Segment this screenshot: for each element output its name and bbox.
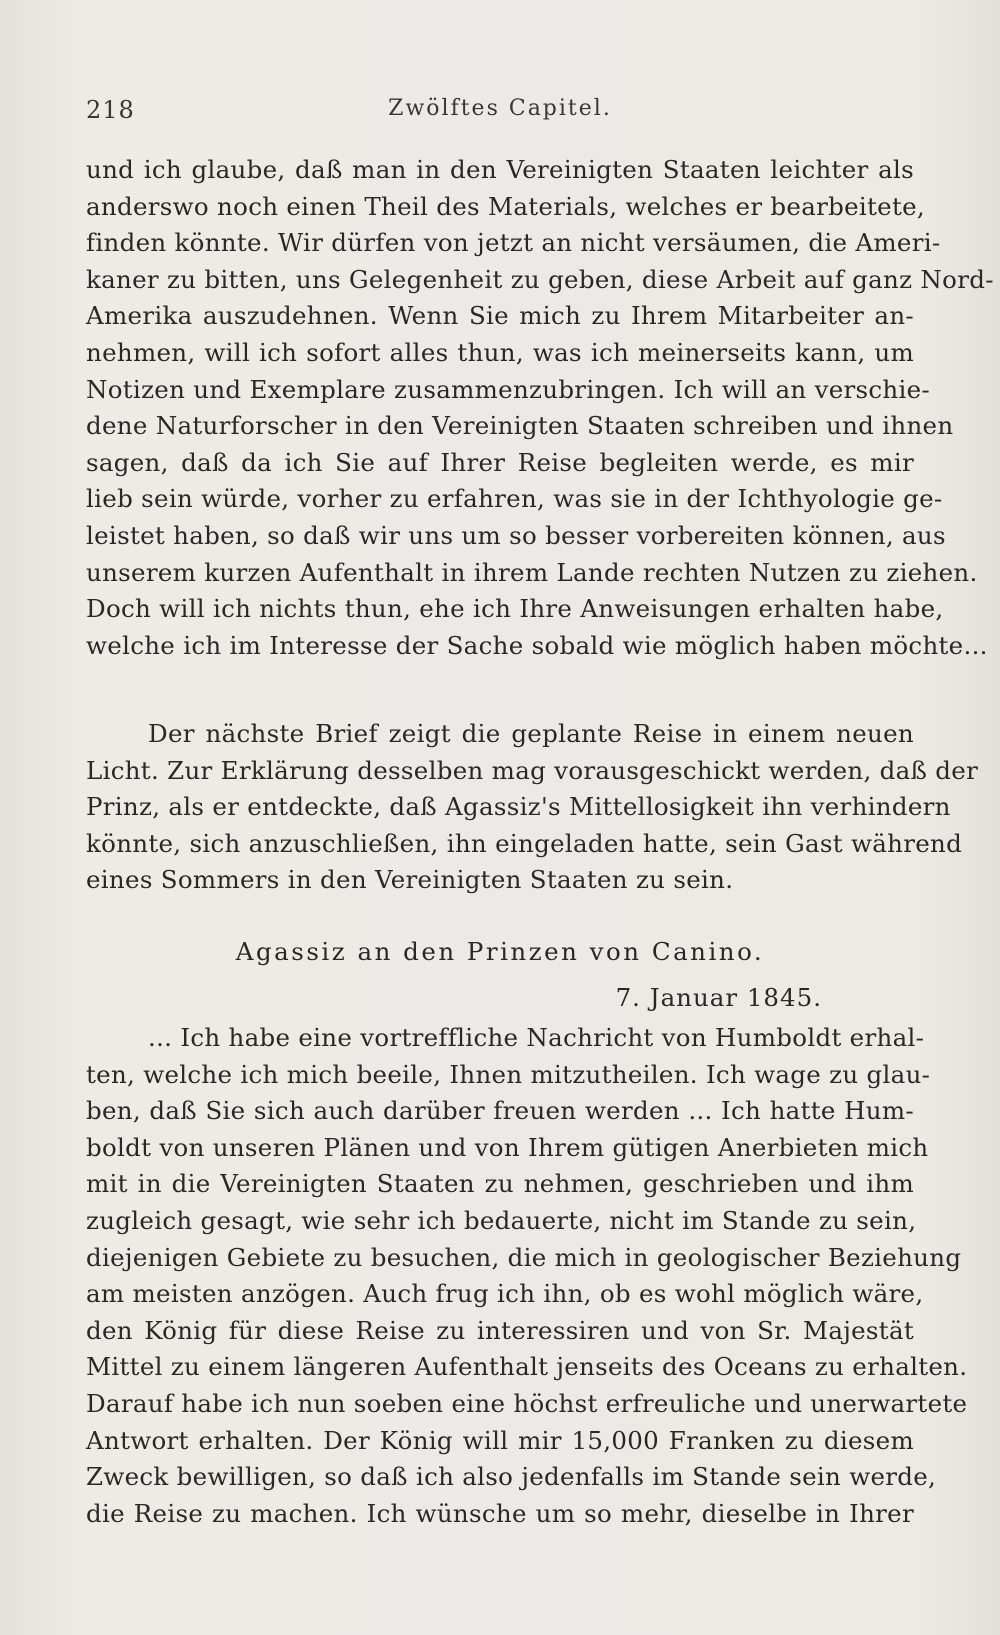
paragraph-line: nehmen, will ich sofort alles thun, was ich meinerseits kann, um bbox=[86, 337, 914, 367]
letter-line: boldt von unseren Plänen und von Ihrem gütigen Anerbieten mich bbox=[86, 1132, 929, 1162]
letter-line: Zweck bewilligen, so daß ich also jedenfalls im Stande sein werde, bbox=[86, 1462, 937, 1492]
letter-line: Mittel zu einem längeren Aufenthalt jenseits des Oceans zu erhalten. bbox=[86, 1352, 968, 1382]
paragraph-line: sagen, daß da ich Sie auf Ihrer Reise begleiten werde, es mir bbox=[86, 447, 914, 477]
letter-line: ... Ich habe eine vortreffliche Nachricht von Humboldt erhal- bbox=[148, 1023, 925, 1052]
paragraph-line: welche ich im Interesse der Sache sobald wie möglich haben möchte... bbox=[86, 630, 988, 660]
letter-date-block bbox=[86, 980, 914, 1016]
letter-line: am meisten anzögen. Auch frug ich ihn, ob es wohl möglich wäre, bbox=[86, 1279, 924, 1309]
paragraph-line: Licht. Zur Erklärung desselben mag vorausgeschickt werden, daß der bbox=[86, 755, 979, 785]
letter-heading: Agassiz an den Prinzen von Canino. bbox=[235, 937, 765, 966]
paragraph-line: anderswo noch einen Theil des Materials, welches er bearbeitete, bbox=[86, 191, 926, 221]
letter-date: 7. Januar 1845. bbox=[615, 983, 822, 1012]
running-head bbox=[86, 96, 914, 136]
letter-line: ben, daß Sie sich auch darüber freuen werden ... Ich hatte Hum- bbox=[86, 1096, 914, 1126]
paragraph-line: Der nächste Brief zeigt die geplante Reise in einem neuen bbox=[148, 719, 914, 748]
paragraph-line: eines Sommers in den Vereinigten Staaten zu sein. bbox=[86, 865, 734, 895]
letter-line: Darauf habe ich nun soeben eine höchst erfreuliche und unerwartete bbox=[86, 1388, 968, 1418]
paragraph-1 bbox=[86, 152, 994, 664]
page-number: 218 bbox=[86, 96, 135, 124]
paragraph-line: Notizen und Exemplare zusammenzubringen. Ich will an verschie- bbox=[86, 374, 931, 404]
letter-line: ten, welche ich mich beeile, Ihnen mitzutheilen. Ich wage zu glau- bbox=[86, 1059, 931, 1089]
paragraph-line: Prinz, als er entdeckte, daß Agassiz's Mittellosigkeit ihn verhindern bbox=[86, 792, 951, 822]
letter-line: diejenigen Gebiete zu besuchen, die mich in geologischer Beziehung bbox=[86, 1242, 962, 1272]
letter-line: die Reise zu machen. Ich wünsche um so mehr, dieselbe in Ihrer bbox=[86, 1498, 914, 1528]
chapter-title: Zwölftes Capitel. bbox=[388, 96, 612, 121]
letter-line: zugleich gesagt, wie sehr ich bedauerte, nicht im Stande zu sein, bbox=[86, 1205, 917, 1235]
paragraph-line: lieb sein würde, vorher zu erfahren, was sie in der Ichthyologie ge- bbox=[86, 484, 943, 514]
paragraph-line: finden könnte. Wir dürfen von jetzt an nicht versäumen, die Ameri- bbox=[86, 228, 941, 258]
paragraph-line: kaner zu bitten, uns Gelegenheit zu geben, diese Arbeit auf ganz Nord- bbox=[86, 264, 994, 294]
letter-body bbox=[86, 1020, 968, 1532]
letter-line: Antwort erhalten. Der König will mir 15,000 Franken zu diesem bbox=[86, 1425, 914, 1455]
paragraph-2 bbox=[86, 716, 979, 899]
letter-heading-block bbox=[86, 932, 914, 972]
paragraph-line: unserem kurzen Aufenthalt in ihrem Lande rechten Nutzen zu ziehen. bbox=[86, 557, 978, 587]
paragraph-line: könnte, sich anzuschließen, ihn eingeladen hatte, sein Gast während bbox=[86, 828, 963, 858]
paragraph-line: leistet haben, so daß wir uns um so besser vorbereiten können, aus bbox=[86, 520, 946, 550]
letter-line: mit in die Vereinigten Staaten zu nehmen, geschrieben und ihm bbox=[86, 1169, 914, 1199]
paragraph-line: dene Naturforscher in den Vereinigten Staaten schreiben und ihnen bbox=[86, 411, 954, 441]
letter-line: den König für diese Reise zu interessiren und von Sr. Majestät bbox=[86, 1315, 914, 1345]
paragraph-line: Amerika auszudehnen. Wenn Sie mich zu Ihrem Mitarbeiter an- bbox=[86, 301, 914, 331]
paragraph-line: Doch will ich nichts thun, ehe ich Ihre Anweisungen erhalten habe, bbox=[86, 594, 944, 624]
paragraph-line: und ich glaube, daß man in den Vereinigten Staaten leichter als bbox=[86, 155, 914, 184]
